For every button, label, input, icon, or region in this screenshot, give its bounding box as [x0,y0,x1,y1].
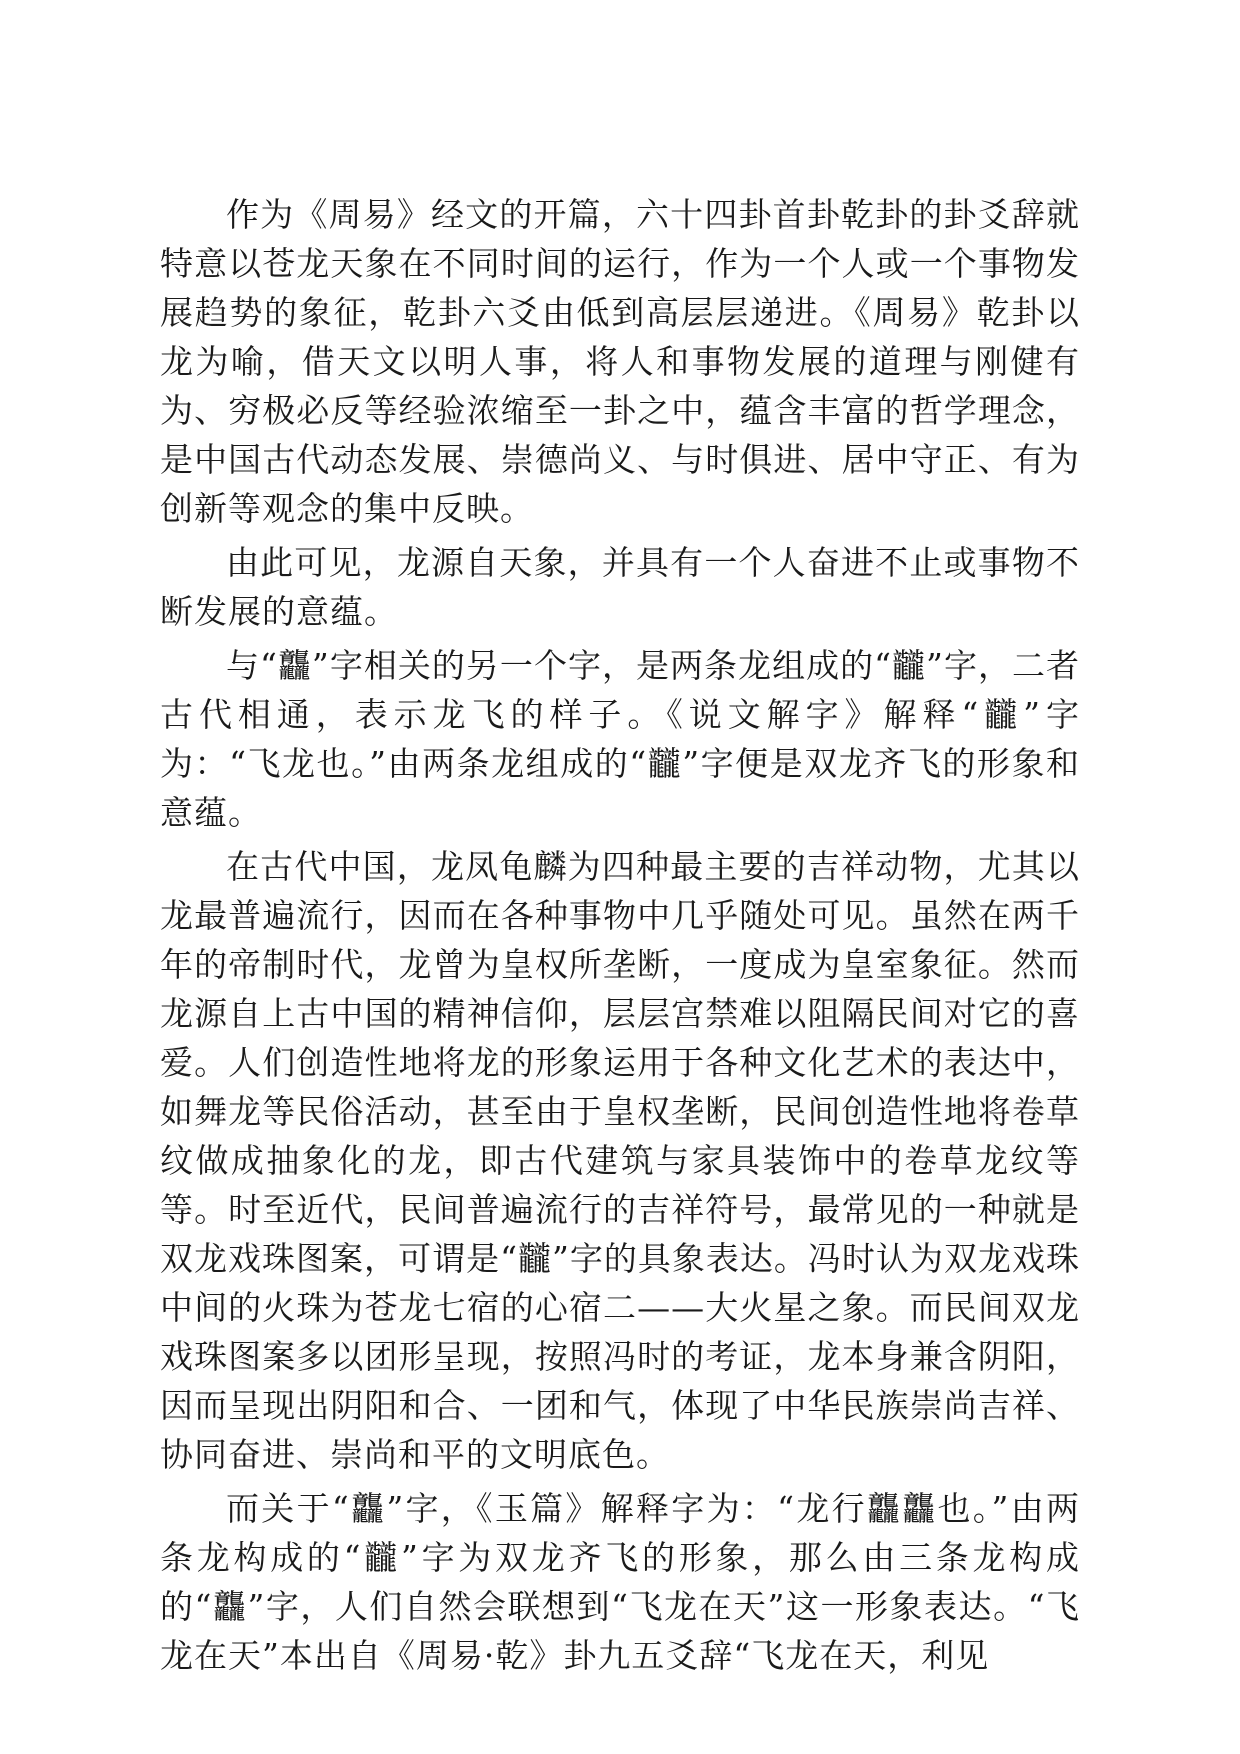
document-page [160,190,1080,1680]
paragraph-4: 在古代中国，龙凤龟麟为四种最主要的吉祥动物，尤其以龙最普遍流行，因而在各种事物中几乎随处可见。虽然在两千年的帝制时代，龙曾为皇权所垄断，一度成为皇室象征。然而龙源自上古中国的精神信仰，层层宫禁难以阻隔民间对它的喜爱。人们创造性地将龙的形象运用于各种文化艺术的表达中，如舞龙等民俗活动，甚至由于皇权垄断，民间创造性地将卷草纹做成抽象化的龙，即古代建筑与家具装饰中的卷草龙纹等等。时至近代，民间普遍流行的吉祥符号，最常见的一种就是双龙戏珠图案，可谓是“龖”字的具象表达。冯时认为双龙戏珠中间的火珠为苍龙七宿的心宿二——大火星之象。而民间双龙戏珠图案多以团形呈现，按照冯时的考证，龙本身兼含阴阳，因而呈现出阴阳和合、一团和气，体现了中华民族崇尚吉祥、协同奋进、崇尚和平的文明底色。 [160,847,1080,1474]
paragraph-2: 由此可见，龙源自天象，并具有一个人奋进不止或事物不断发展的意蕴。 [160,543,1080,631]
paragraph-5: 而关于“龘”字，《玉篇》解释字为：“龙行龘龘也。”由两条龙构成的“龖”字为双龙齐飞的形象，那么由三条龙构成的“龘”字，人们自然会联想到“飞龙在天”这一形象表达。“飞龙在天”本出自《周易·乾》卦九五爻辞“飞龙在天，利见 [160,1489,1080,1675]
paragraph-3: 与“龘”字相关的另一个字，是两条龙组成的“龖”字，二者古代相通，表示龙飞的样子。《说文解字》解释“龖”字为：“飞龙也。”由两条龙组成的“龖”字便是双龙齐飞的形象和意蕴。 [160,646,1080,832]
paragraph-1: 作为《周易》经文的开篇，六十四卦首卦乾卦的卦爻辞就特意以苍龙天象在不同时间的运行，作为一个人或一个事物发展趋势的象征，乾卦六爻由低到高层层递进。《周易》乾卦以龙为喻，借天文以明人事，将人和事物发展的道理与刚健有为、穷极必反等经验浓缩至一卦之中，蕴含丰富的哲学理念，是中国古代动态发展、崇德尚义、与时俱进、居中守正、有为创新等观念的集中反映。 [160,195,1080,528]
